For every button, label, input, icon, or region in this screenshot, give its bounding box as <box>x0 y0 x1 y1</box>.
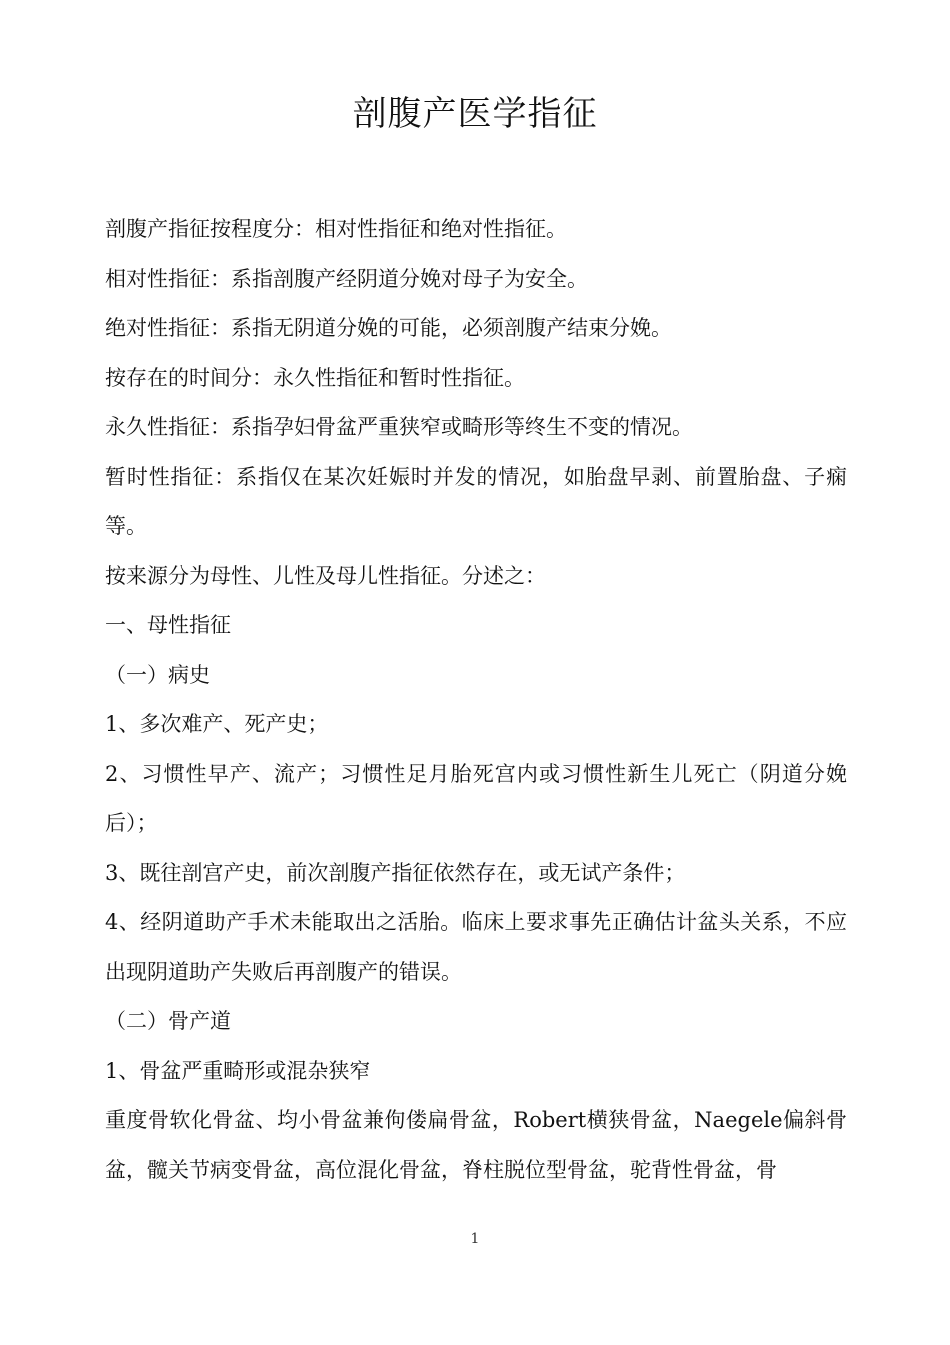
subsection-heading-bony-canal: （二）骨产道 <box>105 1009 231 1033</box>
list-item-3: 3、既往剖宫产史，前次剖腹产指征依然存在，或无试产条件； <box>105 860 686 885</box>
list-item-2: 2、习惯性早产、流产；习惯性足月胎死宫内或习惯性新生儿死亡（阴道分娩后）； <box>105 761 847 835</box>
list-item-pelvis: 1、骨盆严重畸形或混杂狭窄 <box>105 1058 371 1083</box>
section-heading-maternal: 一、母性指征 <box>105 613 231 637</box>
document-title: 剖腹产医学指征 <box>352 94 598 134</box>
subsection-heading-history: （一）病史 <box>105 662 210 687</box>
paragraph-source-classification: 按来源分为母性、儿性及母儿性指征。分述之： <box>105 563 546 588</box>
paragraph-permanent-indication: 永久性指征：系指孕妇骨盆严重狭窄或畸形等终生不变的情况。 <box>105 415 693 439</box>
paragraph-absolute-indication: 绝对性指征：系指无阴道分娩的可能，必须剖腹产结束分娩。 <box>105 316 672 340</box>
document-body <box>105 205 847 1195</box>
paragraph-time-classification: 按存在的时间分：永久性指征和暂时性指征。 <box>105 365 525 390</box>
list-item-1: 1、多次难产、死产史； <box>105 712 329 736</box>
page-number: 1 <box>470 1231 480 1247</box>
paragraph-relative-indication: 相对性指征：系指剖腹产经阴道分娩对母子为安全。 <box>105 266 588 291</box>
list-item-4: 4、经阴道助产手术未能取出之活胎。临床上要求事先正确估计盆头关系，不应出现阴道助产失败后再剖腹产的错误。 <box>105 910 847 984</box>
paragraph-temporary-indication: 暂时性指征：系指仅在某次妊娠时并发的情况，如胎盘早剥、前置胎盘、子痫等。 <box>105 464 847 538</box>
paragraph-pelvis-types: 重度骨软化骨盆、均小骨盆兼佝偻扁骨盆，Robert横狭骨盆，Naegele偏斜骨盆，髋关节病变骨盆，高位混化骨盆，脊柱脱位型骨盆，驼背性骨盆，骨 <box>105 1108 847 1182</box>
paragraph-degree-classification: 剖腹产指征按程度分：相对性指征和绝对性指征。 <box>105 217 567 241</box>
